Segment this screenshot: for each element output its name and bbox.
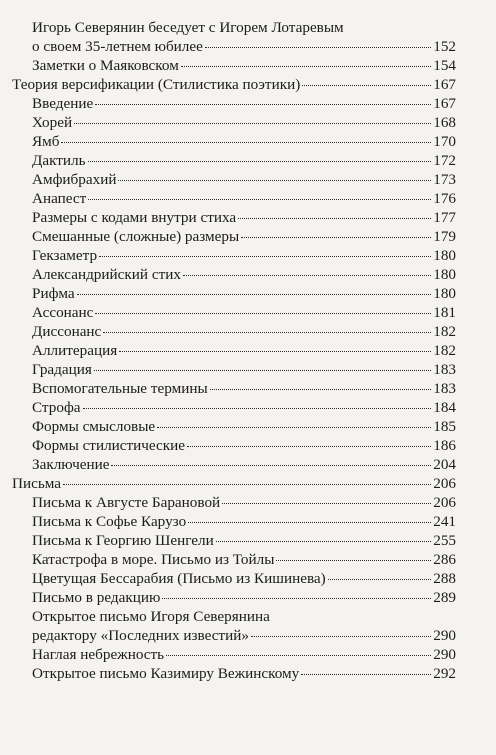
toc-entry-line [32, 645, 456, 664]
toc-page-number: 152 [433, 38, 456, 55]
toc-page-number: 181 [433, 304, 456, 321]
toc-page-number: 179 [433, 228, 456, 245]
dot-leader [188, 522, 431, 523]
toc-page-number: 288 [433, 570, 456, 587]
toc-entry-title: Письма к Софье Карузо [32, 513, 187, 530]
toc-page-number: 180 [433, 247, 456, 264]
dot-leader [276, 560, 431, 561]
toc-entry-line [12, 75, 456, 94]
dot-leader [183, 275, 431, 276]
dot-leader [119, 351, 431, 352]
toc-entry-line [32, 626, 456, 645]
toc-entry-line [32, 531, 456, 550]
toc-page-number: 180 [433, 285, 456, 302]
toc-entry-title: Градация [32, 361, 92, 378]
toc-entry-title: Анапест [32, 190, 87, 207]
toc-entry-title: Письма к Георгию Шенгели [32, 532, 214, 549]
toc-entry [20, 151, 456, 170]
toc-page-number: 172 [433, 152, 456, 169]
toc-entry-title: Письма к Августе Барановой [32, 494, 221, 511]
toc-entry [20, 322, 456, 341]
dot-leader [187, 446, 431, 447]
toc-page-number: 183 [433, 361, 456, 378]
toc-entry [20, 246, 456, 265]
toc-entry [20, 398, 456, 417]
toc-entry [0, 75, 456, 94]
toc-entry-title: Теория версификации (Стилистика поэтики) [12, 76, 301, 93]
toc-entry-title: Ямб [32, 133, 60, 150]
toc-page-number: 255 [433, 532, 456, 549]
toc-entry-line [32, 493, 456, 512]
toc-entry-line [32, 227, 456, 246]
dot-leader [88, 199, 431, 200]
dot-leader [251, 636, 431, 637]
toc-entry-line [32, 550, 456, 569]
dot-leader [94, 370, 431, 371]
table-of-contents [0, 18, 496, 683]
dot-leader [222, 503, 431, 504]
toc-entry-title: Ассонанс [32, 304, 94, 321]
toc-entry-title: Открытое письмо Казимиру Вежинскому [32, 665, 300, 682]
toc-page-number: 206 [433, 475, 456, 492]
toc-entry [20, 132, 456, 151]
toc-page-number: 206 [433, 494, 456, 511]
toc-entry [20, 379, 456, 398]
toc-entry-line [32, 94, 456, 113]
dot-leader [61, 142, 431, 143]
toc-entry-title: Заключение [32, 456, 110, 473]
toc-entry [20, 531, 456, 550]
toc-entry-line [32, 322, 456, 341]
toc-entry-line [32, 189, 456, 208]
dot-leader [328, 579, 431, 580]
dot-leader [157, 427, 431, 428]
toc-entry [0, 474, 456, 493]
toc-entry [20, 512, 456, 531]
toc-entry [20, 417, 456, 436]
toc-entry [20, 284, 456, 303]
toc-entry-title: Открытое письмо Игоря Северянина [32, 608, 270, 625]
toc-entry [20, 664, 456, 683]
toc-entry-line [32, 303, 456, 322]
dot-leader [238, 218, 431, 219]
toc-entry [20, 170, 456, 189]
dot-leader [95, 104, 431, 105]
toc-page-number: 286 [433, 551, 456, 568]
toc-page-number: 182 [433, 323, 456, 340]
toc-entry-line [32, 664, 456, 683]
toc-entry [20, 56, 456, 75]
toc-entry-title: Строфа [32, 399, 81, 416]
toc-entry-title: Диссонанс [32, 323, 102, 340]
toc-entry [20, 113, 456, 132]
toc-entry-title: Дактиль [32, 152, 86, 169]
dot-leader [210, 389, 432, 390]
dot-leader [99, 256, 431, 257]
dot-leader [302, 85, 431, 86]
toc-entry-title: Хорей [32, 114, 73, 131]
toc-page-number: 183 [433, 380, 456, 397]
toc-entry-line [32, 113, 456, 132]
toc-entry-line [32, 246, 456, 265]
toc-entry-title: Цветущая Бессарабия (Письмо из Кишинева) [32, 570, 326, 587]
toc-entry [20, 227, 456, 246]
toc-page-number: 154 [433, 57, 456, 74]
toc-entry-line [32, 588, 456, 607]
dot-leader [205, 47, 431, 48]
dot-leader [74, 123, 431, 124]
toc-entry [20, 189, 456, 208]
toc-entry-line [32, 436, 456, 455]
toc-entry-line [12, 474, 456, 493]
toc-page-number: 176 [433, 190, 456, 207]
toc-page-number: 173 [433, 171, 456, 188]
toc-entry [20, 588, 456, 607]
toc-entry [20, 341, 456, 360]
dot-leader [111, 465, 431, 466]
toc-entry-line [32, 398, 456, 417]
toc-entry-title: Письма [12, 475, 62, 492]
toc-page-number: 177 [433, 209, 456, 226]
toc-entry-title: Введение [32, 95, 94, 112]
dot-leader [301, 674, 431, 675]
toc-page-number: 170 [433, 133, 456, 150]
toc-entry-title: Игорь Северянин беседует с Игорем Лотаревым [32, 19, 344, 36]
dot-leader [95, 313, 431, 314]
toc-page-number: 289 [433, 589, 456, 606]
toc-entry-line [32, 284, 456, 303]
toc-page-number: 185 [433, 418, 456, 435]
toc-entry [20, 303, 456, 322]
toc-entry-title: Размеры с кодами внутри стиха [32, 209, 237, 226]
toc-entry-title: Александрийский стих [32, 266, 181, 283]
dot-leader [181, 66, 431, 67]
dot-leader [241, 237, 431, 238]
toc-entry-line [32, 455, 456, 474]
dot-leader [118, 180, 431, 181]
toc-page-number: 186 [433, 437, 456, 454]
toc-entry-title: Катастрофа в море. Письмо из Тойлы [32, 551, 275, 568]
toc-entry-title: Аллитерация [32, 342, 118, 359]
toc-page-number: 167 [433, 76, 456, 93]
toc-entry [20, 455, 456, 474]
toc-entry-line [32, 151, 456, 170]
toc-entry [20, 208, 456, 227]
dot-leader [83, 408, 432, 409]
toc-entry-line [32, 379, 456, 398]
toc-entry-title: Формы смысловые [32, 418, 156, 435]
toc-entry-line [32, 132, 456, 151]
toc-entry-line [32, 512, 456, 531]
toc-entry-title: Формы стилистические [32, 437, 186, 454]
toc-entry-title: Вспомогательные термины [32, 380, 208, 397]
dot-leader [77, 294, 432, 295]
toc-page-number: 168 [433, 114, 456, 131]
toc-entry-line [32, 417, 456, 436]
toc-entry [20, 436, 456, 455]
toc-page-number: 182 [433, 342, 456, 359]
dot-leader [166, 655, 431, 656]
toc-entry [20, 550, 456, 569]
toc-entry-title: Письмо в редакцию [32, 589, 161, 606]
dot-leader [88, 161, 432, 162]
toc-entry-line [32, 208, 456, 227]
toc-entry [20, 360, 456, 379]
toc-entry-line [32, 341, 456, 360]
toc-page-number: 180 [433, 266, 456, 283]
toc-entry [20, 18, 456, 56]
toc-entry-title: Наглая небрежность [32, 646, 165, 663]
toc-entry-line [32, 569, 456, 588]
toc-entry [20, 607, 456, 645]
toc-entry-title: Амфибрахий [32, 171, 117, 188]
toc-page-number: 290 [433, 627, 456, 644]
toc-entry-line [32, 265, 456, 284]
toc-entry-line [32, 170, 456, 189]
dot-leader [63, 484, 431, 485]
toc-entry-title: Заметки о Маяковском [32, 57, 179, 74]
dot-leader [216, 541, 432, 542]
dot-leader [103, 332, 431, 333]
toc-entry [20, 94, 456, 113]
toc-page-number: 184 [433, 399, 456, 416]
toc-page-number: 167 [433, 95, 456, 112]
toc-entry-title-continued: редактору «Последних известий» [32, 627, 249, 644]
toc-page-number: 290 [433, 646, 456, 663]
toc-entry [20, 645, 456, 664]
toc-entry-line [32, 360, 456, 379]
toc-entry-line [32, 37, 456, 56]
toc-entry-title: Рифма [32, 285, 75, 302]
toc-entry-title: Смешанные (сложные) размеры [32, 228, 240, 245]
toc-page-number: 292 [433, 665, 456, 682]
toc-entry-line [32, 56, 456, 75]
toc-entry-title-continued: о своем 35-летнем юбилее [32, 38, 203, 55]
dot-leader [162, 598, 431, 599]
toc-page-number: 241 [433, 513, 456, 530]
toc-entry [20, 569, 456, 588]
toc-entry [20, 493, 456, 512]
toc-page-number: 204 [433, 456, 456, 473]
toc-entry-title: Гекзаметр [32, 247, 98, 264]
toc-entry [20, 265, 456, 284]
